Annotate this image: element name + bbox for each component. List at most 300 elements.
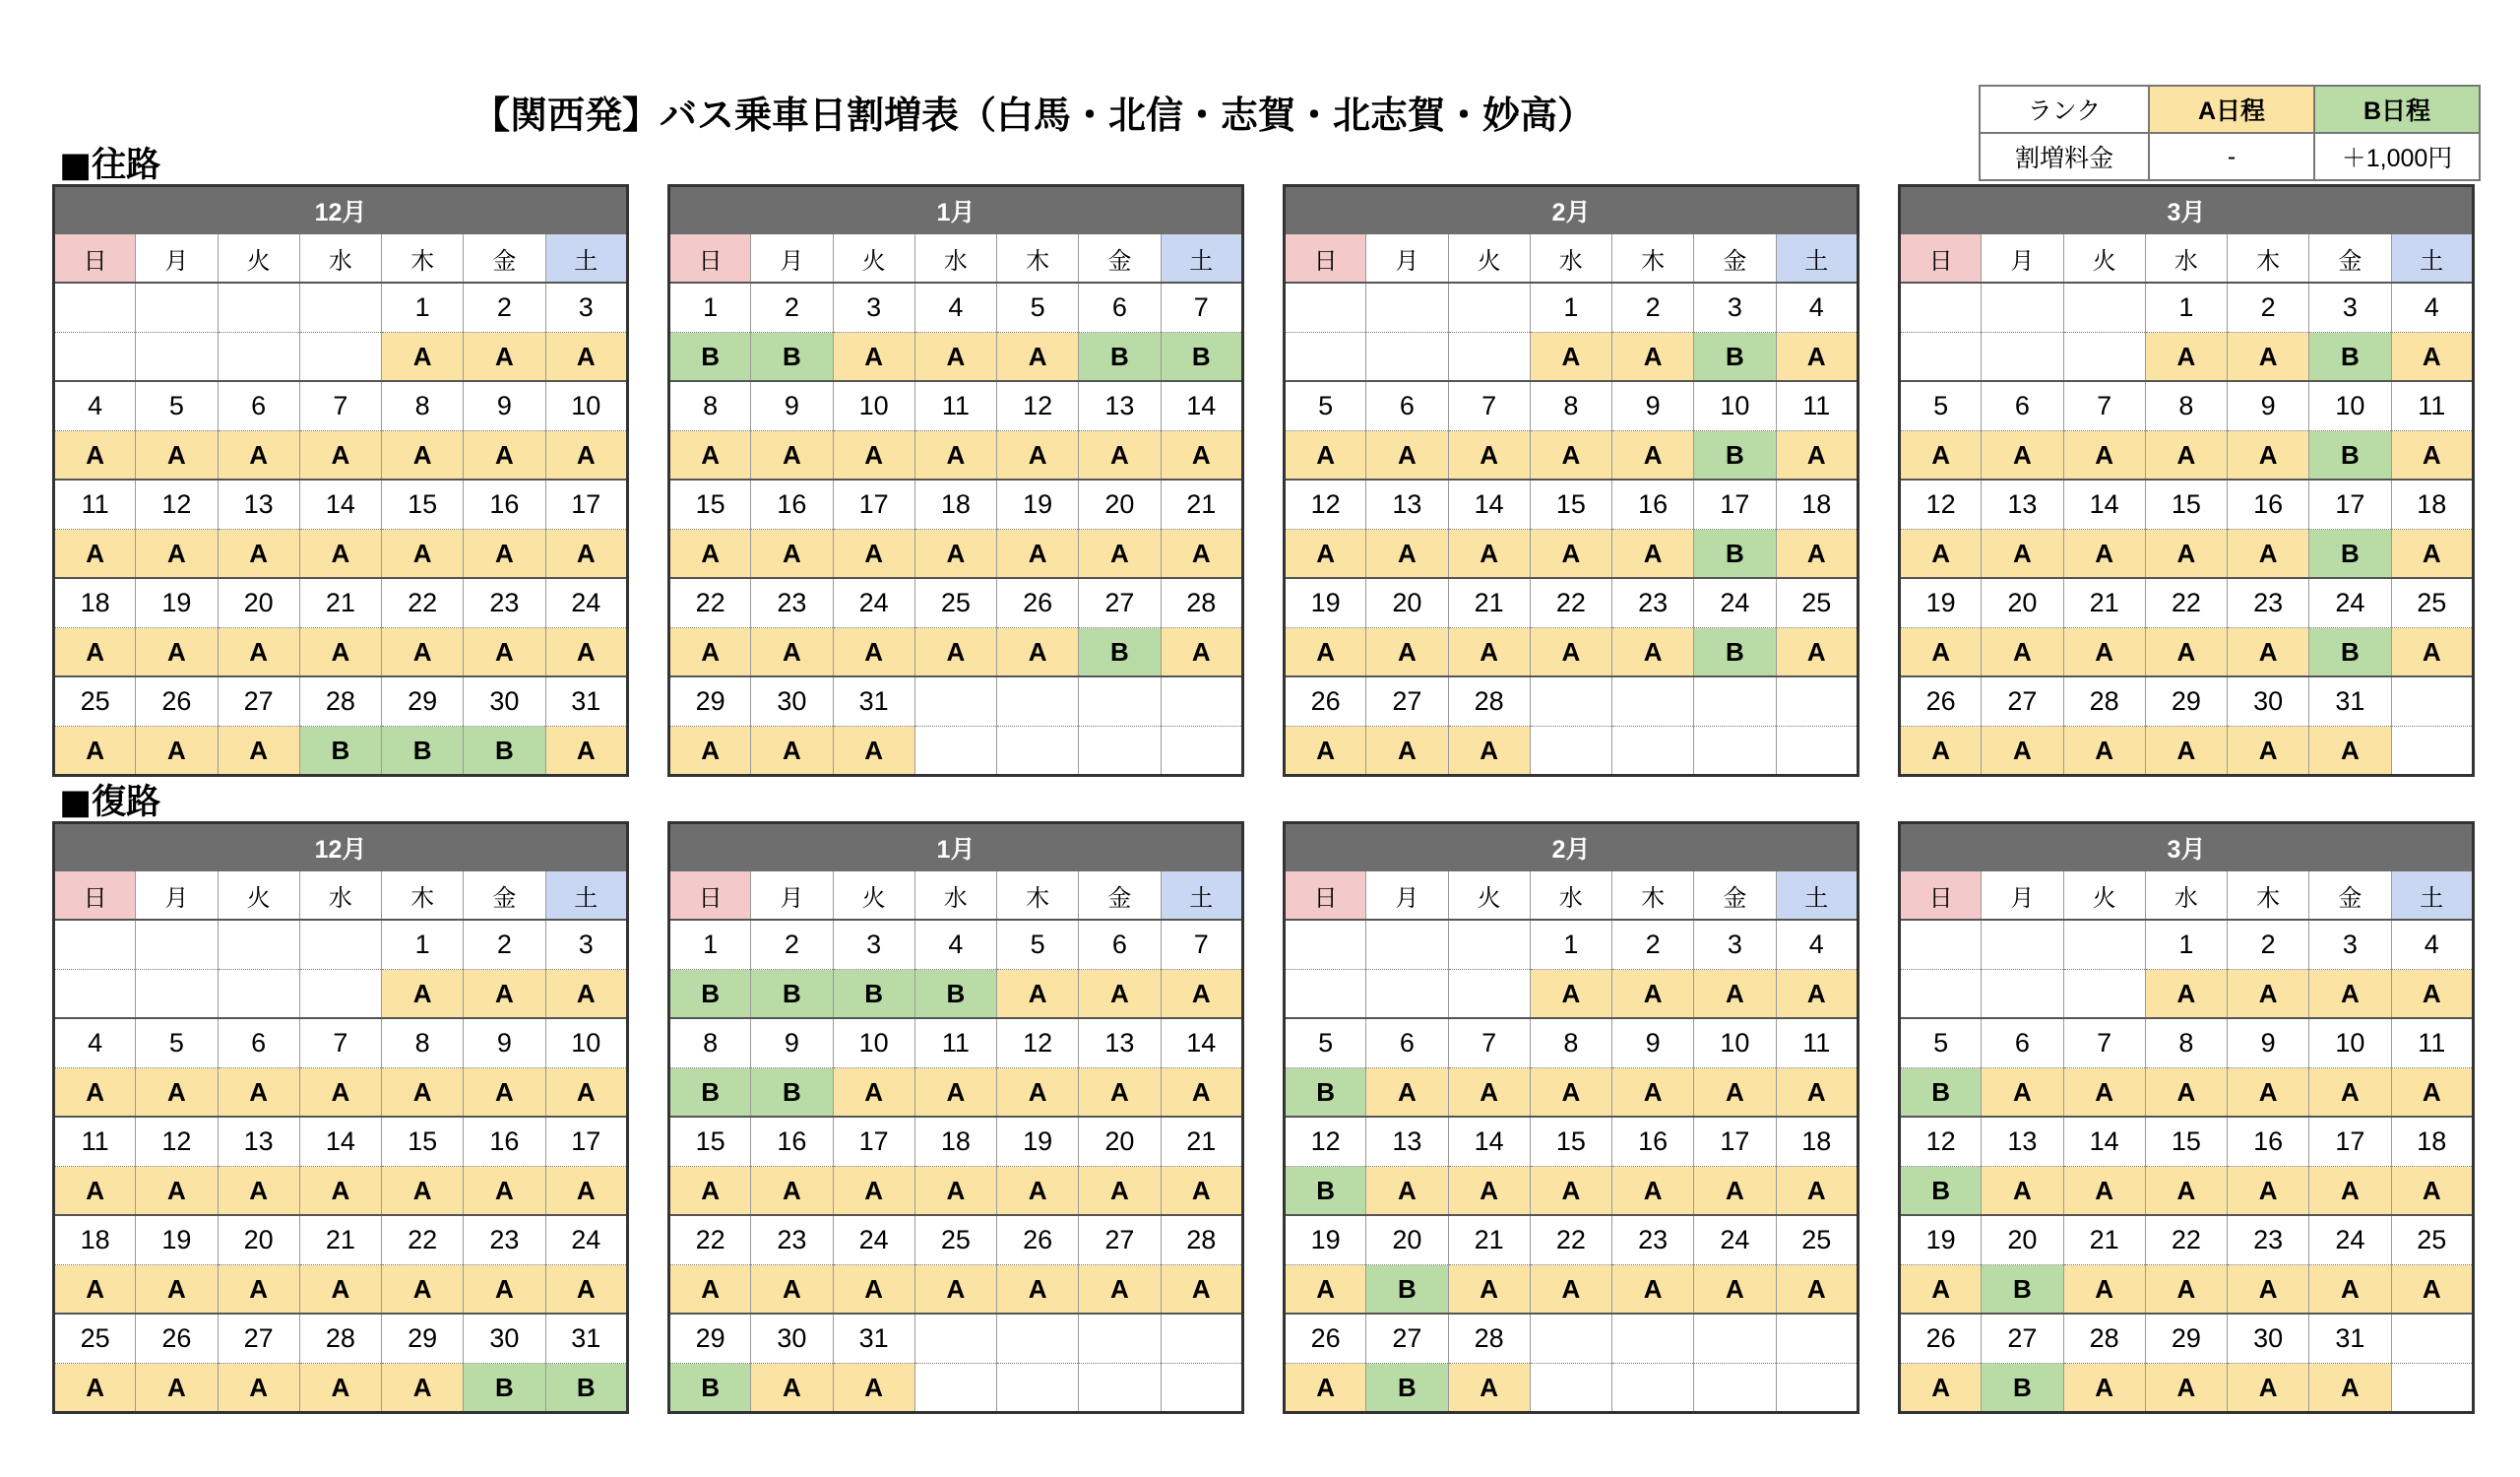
day-number: 26: [997, 1215, 1079, 1265]
day-number: 6: [218, 381, 299, 431]
day-rank: A: [1079, 1068, 1161, 1118]
weekday-header: 土: [1161, 871, 1243, 920]
day-number: 6: [1982, 381, 2063, 431]
return-calendar-3: [1283, 821, 1859, 1414]
day-number: 19: [1285, 578, 1366, 628]
day-number: 2: [2228, 283, 2309, 333]
day-number: 18: [914, 1117, 996, 1167]
day-rank: B: [1900, 1167, 1982, 1216]
day-rank: A: [1776, 431, 1858, 481]
day-rank: A: [1161, 431, 1243, 481]
empty-cell: [54, 920, 136, 970]
empty-cell: [1079, 1314, 1161, 1364]
day-rank: A: [2391, 1068, 2474, 1118]
day-rank: A: [1366, 530, 1448, 579]
day-rank: A: [2309, 970, 2391, 1019]
day-number: 18: [1776, 1117, 1858, 1167]
day-number: 5: [1285, 381, 1366, 431]
day-number: 28: [1448, 1314, 1530, 1364]
day-rank: A: [1776, 1167, 1858, 1216]
day-number: 4: [1776, 920, 1858, 970]
empty-cell: [997, 1314, 1079, 1364]
empty-cell: [299, 283, 381, 333]
empty-cell: [136, 970, 218, 1019]
empty-cell: [2063, 970, 2145, 1019]
day-number: 3: [2309, 920, 2391, 970]
day-rank: A: [2145, 1265, 2227, 1315]
day-number: 1: [2145, 920, 2227, 970]
day-rank: A: [669, 1167, 751, 1216]
weekday-header: 金: [2309, 234, 2391, 283]
day-rank: A: [54, 1265, 136, 1315]
day-number: 14: [2063, 1117, 2145, 1167]
day-rank: A: [382, 1167, 464, 1216]
day-rank: A: [833, 1364, 914, 1413]
day-rank: A: [299, 1364, 381, 1413]
weekday-header: 土: [545, 871, 628, 920]
day-rank: A: [1530, 431, 1611, 481]
day-rank: A: [2145, 431, 2227, 481]
day-number: 12: [1900, 1117, 1982, 1167]
day-rank: A: [382, 431, 464, 481]
day-rank: A: [1366, 727, 1448, 776]
day-number: 7: [299, 381, 381, 431]
day-rank: A: [2228, 727, 2309, 776]
day-number: 15: [382, 1117, 464, 1167]
day-rank: A: [2391, 1167, 2474, 1216]
empty-cell: [914, 727, 996, 776]
outbound-calendar-3: [1283, 184, 1859, 777]
day-rank: A: [1612, 1265, 1694, 1315]
day-rank: A: [2145, 1167, 2227, 1216]
day-rank: A: [833, 431, 914, 481]
day-rank: A: [1530, 1068, 1611, 1118]
day-rank: B: [669, 1364, 751, 1413]
day-rank: A: [464, 1167, 545, 1216]
day-number: 10: [1694, 1018, 1776, 1068]
day-rank: B: [1366, 1265, 1448, 1315]
day-rank: A: [2063, 530, 2145, 579]
weekday-header: 火: [1448, 871, 1530, 920]
day-number: 14: [1448, 1117, 1530, 1167]
day-number: 9: [2228, 381, 2309, 431]
weekday-header: 水: [299, 871, 381, 920]
day-number: 27: [1366, 1314, 1448, 1364]
day-rank: A: [1448, 530, 1530, 579]
day-rank: A: [1530, 333, 1611, 382]
weekday-header: 日: [1900, 871, 1982, 920]
day-rank: A: [218, 431, 299, 481]
day-rank: A: [2309, 1068, 2391, 1118]
day-number: 23: [464, 1215, 545, 1265]
day-rank: B: [2309, 333, 2391, 382]
day-number: 7: [1448, 1018, 1530, 1068]
day-rank: A: [914, 628, 996, 677]
empty-cell: [2063, 333, 2145, 382]
day-rank: B: [1366, 1364, 1448, 1413]
empty-cell: [1366, 283, 1448, 333]
day-rank: A: [1079, 530, 1161, 579]
day-number: 8: [2145, 1018, 2227, 1068]
day-rank: A: [382, 970, 464, 1019]
day-number: 23: [1612, 1215, 1694, 1265]
empty-cell: [2391, 1314, 2474, 1364]
outbound-calendar-2: [667, 184, 1244, 777]
day-rank: A: [54, 1068, 136, 1118]
day-number: 28: [2063, 676, 2145, 727]
day-rank: B: [1285, 1167, 1366, 1216]
empty-cell: [299, 333, 381, 382]
day-number: 14: [1161, 381, 1243, 431]
day-number: 11: [914, 381, 996, 431]
weekday-header: 土: [1776, 234, 1858, 283]
day-number: 16: [751, 480, 833, 530]
day-rank: A: [1612, 970, 1694, 1019]
weekday-header: 木: [382, 234, 464, 283]
empty-cell: [914, 1364, 996, 1413]
empty-cell: [1694, 727, 1776, 776]
day-rank: A: [2391, 1265, 2474, 1315]
month-header: 12月: [54, 186, 628, 235]
day-number: 10: [833, 1018, 914, 1068]
day-rank: A: [1612, 628, 1694, 677]
day-rank: A: [1982, 530, 2063, 579]
rank-header-b: B日程: [2314, 86, 2480, 133]
day-number: 15: [669, 1117, 751, 1167]
empty-cell: [1161, 1364, 1243, 1413]
empty-cell: [1079, 1364, 1161, 1413]
day-number: 18: [54, 1215, 136, 1265]
day-rank: A: [1900, 628, 1982, 677]
day-number: 1: [669, 920, 751, 970]
day-number: 17: [833, 1117, 914, 1167]
day-rank: A: [299, 1167, 381, 1216]
weekday-header: 木: [2228, 871, 2309, 920]
day-number: 28: [1161, 1215, 1243, 1265]
weekday-header: 日: [54, 871, 136, 920]
day-rank: A: [1161, 1068, 1243, 1118]
day-number: 2: [464, 283, 545, 333]
day-rank: A: [464, 628, 545, 677]
empty-cell: [1982, 920, 2063, 970]
day-number: 30: [751, 676, 833, 727]
day-number: 4: [1776, 283, 1858, 333]
day-number: 16: [1612, 480, 1694, 530]
day-rank: A: [833, 727, 914, 776]
weekday-header: 日: [669, 871, 751, 920]
day-rank: A: [1900, 727, 1982, 776]
rank-header-a: A日程: [2149, 86, 2314, 133]
day-rank: A: [751, 1364, 833, 1413]
day-rank: B: [1161, 333, 1243, 382]
day-number: 27: [1366, 676, 1448, 727]
weekday-header: 月: [1982, 871, 2063, 920]
day-rank: A: [1285, 431, 1366, 481]
empty-cell: [1285, 920, 1366, 970]
day-rank: A: [136, 727, 218, 776]
day-rank: A: [1079, 970, 1161, 1019]
day-rank: A: [833, 333, 914, 382]
day-rank: B: [669, 1068, 751, 1118]
day-number: 13: [1079, 381, 1161, 431]
day-number: 23: [751, 578, 833, 628]
day-rank: A: [1448, 1265, 1530, 1315]
day-number: 9: [464, 1018, 545, 1068]
weekday-header: 日: [1900, 234, 1982, 283]
day-rank: A: [1612, 1167, 1694, 1216]
day-number: 27: [218, 676, 299, 727]
day-number: 30: [2228, 1314, 2309, 1364]
empty-cell: [54, 333, 136, 382]
day-rank: A: [2145, 530, 2227, 579]
day-rank: A: [997, 628, 1079, 677]
day-number: 24: [1694, 578, 1776, 628]
day-number: 21: [1448, 1215, 1530, 1265]
day-number: 1: [382, 283, 464, 333]
day-number: 1: [382, 920, 464, 970]
empty-cell: [1776, 1314, 1858, 1364]
day-rank: A: [1982, 1167, 2063, 1216]
day-number: 11: [54, 1117, 136, 1167]
day-number: 4: [2391, 920, 2474, 970]
day-number: 19: [997, 1117, 1079, 1167]
day-rank: A: [2145, 727, 2227, 776]
day-number: 25: [2391, 578, 2474, 628]
day-rank: A: [1161, 1167, 1243, 1216]
day-rank: A: [299, 431, 381, 481]
day-rank: A: [1285, 1265, 1366, 1315]
day-rank: B: [751, 970, 833, 1019]
weekday-header: 木: [1612, 234, 1694, 283]
day-rank: A: [382, 530, 464, 579]
day-number: 17: [545, 1117, 628, 1167]
return-section-title: ■復路: [59, 783, 161, 822]
day-rank: A: [1366, 1068, 1448, 1118]
weekday-header: 木: [997, 871, 1079, 920]
day-rank: B: [464, 727, 545, 776]
day-rank: B: [833, 970, 914, 1019]
day-rank: A: [914, 1068, 996, 1118]
day-number: 2: [1612, 920, 1694, 970]
weekday-header: 土: [545, 234, 628, 283]
empty-cell: [1982, 283, 2063, 333]
day-rank: A: [218, 628, 299, 677]
empty-cell: [997, 676, 1079, 727]
day-number: 3: [545, 283, 628, 333]
day-rank: B: [1982, 1364, 2063, 1413]
day-number: 17: [2309, 1117, 2391, 1167]
day-number: 12: [1285, 1117, 1366, 1167]
day-rank: A: [751, 628, 833, 677]
day-number: 21: [299, 578, 381, 628]
empty-cell: [1079, 727, 1161, 776]
day-number: 15: [382, 480, 464, 530]
day-number: 23: [464, 578, 545, 628]
weekday-header: 日: [1285, 234, 1366, 283]
day-rank: A: [1448, 1167, 1530, 1216]
day-number: 23: [2228, 1215, 2309, 1265]
day-rank: A: [1366, 628, 1448, 677]
day-number: 21: [2063, 1215, 2145, 1265]
day-rank: A: [54, 1167, 136, 1216]
empty-cell: [1161, 1314, 1243, 1364]
day-number: 3: [545, 920, 628, 970]
day-rank: A: [1982, 628, 2063, 677]
day-number: 31: [2309, 676, 2391, 727]
day-rank: A: [669, 727, 751, 776]
empty-cell: [1161, 676, 1243, 727]
day-rank: A: [997, 1068, 1079, 1118]
day-number: 20: [1982, 578, 2063, 628]
day-rank: A: [997, 530, 1079, 579]
day-number: 27: [218, 1314, 299, 1364]
empty-cell: [2063, 283, 2145, 333]
weekday-header: 土: [2391, 234, 2474, 283]
day-number: 24: [1694, 1215, 1776, 1265]
day-rank: A: [1448, 628, 1530, 677]
day-number: 21: [1161, 1117, 1243, 1167]
day-rank: A: [2063, 628, 2145, 677]
day-number: 28: [1448, 676, 1530, 727]
day-rank: A: [833, 1068, 914, 1118]
return-calendar-4: [1898, 821, 2475, 1414]
day-rank: A: [2309, 727, 2391, 776]
day-rank: B: [1694, 431, 1776, 481]
day-number: 2: [1612, 283, 1694, 333]
empty-cell: [1285, 283, 1366, 333]
day-rank: A: [1285, 727, 1366, 776]
day-rank: A: [136, 1167, 218, 1216]
day-rank: B: [1079, 628, 1161, 677]
day-rank: A: [1530, 970, 1611, 1019]
empty-cell: [299, 970, 381, 1019]
empty-cell: [1530, 676, 1611, 727]
day-rank: A: [2063, 431, 2145, 481]
day-rank: A: [833, 1265, 914, 1315]
day-number: 26: [997, 578, 1079, 628]
month-header: 2月: [1285, 823, 1858, 872]
day-rank: A: [382, 333, 464, 382]
day-number: 4: [2391, 283, 2474, 333]
day-rank: B: [669, 333, 751, 382]
day-number: 11: [914, 1018, 996, 1068]
day-number: 19: [1285, 1215, 1366, 1265]
empty-cell: [1900, 970, 1982, 1019]
day-number: 24: [545, 1215, 628, 1265]
month-header: 3月: [1900, 823, 2474, 872]
empty-cell: [1530, 727, 1611, 776]
empty-cell: [1612, 1364, 1694, 1413]
day-rank: A: [1530, 1167, 1611, 1216]
day-rank: A: [218, 1167, 299, 1216]
day-number: 3: [1694, 920, 1776, 970]
day-rank: A: [545, 970, 628, 1019]
day-number: 7: [299, 1018, 381, 1068]
day-number: 25: [1776, 1215, 1858, 1265]
empty-cell: [1776, 1364, 1858, 1413]
day-number: 20: [1366, 1215, 1448, 1265]
day-rank: A: [464, 530, 545, 579]
day-rank: A: [2309, 1364, 2391, 1413]
empty-cell: [1448, 283, 1530, 333]
day-number: 24: [833, 1215, 914, 1265]
day-number: 18: [1776, 480, 1858, 530]
day-rank: A: [299, 628, 381, 677]
day-rank: A: [2391, 970, 2474, 1019]
day-number: 2: [2228, 920, 2309, 970]
surcharge-rank-table: [1979, 85, 2481, 181]
day-number: 29: [669, 1314, 751, 1364]
weekday-header: 月: [751, 234, 833, 283]
day-rank: A: [1448, 431, 1530, 481]
day-rank: A: [2391, 628, 2474, 677]
empty-cell: [136, 920, 218, 970]
day-number: 13: [1982, 1117, 2063, 1167]
day-rank: A: [545, 1167, 628, 1216]
day-number: 25: [2391, 1215, 2474, 1265]
day-rank: A: [299, 1265, 381, 1315]
day-number: 13: [218, 480, 299, 530]
day-number: 21: [2063, 578, 2145, 628]
day-number: 29: [382, 676, 464, 727]
empty-cell: [1900, 283, 1982, 333]
day-number: 7: [1161, 920, 1243, 970]
weekday-header: 日: [54, 234, 136, 283]
outbound-calendar-1: [52, 184, 629, 777]
day-number: 10: [833, 381, 914, 431]
day-number: 22: [1530, 578, 1611, 628]
day-rank: A: [382, 1068, 464, 1118]
empty-cell: [1694, 676, 1776, 727]
day-number: 10: [545, 381, 628, 431]
day-number: 3: [833, 920, 914, 970]
day-rank: A: [2228, 1167, 2309, 1216]
day-number: 20: [218, 1215, 299, 1265]
weekday-header: 火: [1448, 234, 1530, 283]
day-rank: A: [914, 1265, 996, 1315]
day-rank: A: [2145, 970, 2227, 1019]
empty-cell: [1612, 727, 1694, 776]
day-number: 5: [136, 1018, 218, 1068]
day-rank: A: [669, 530, 751, 579]
day-rank: A: [218, 530, 299, 579]
day-number: 25: [914, 578, 996, 628]
day-number: 5: [997, 283, 1079, 333]
day-number: 5: [1285, 1018, 1366, 1068]
day-number: 15: [669, 480, 751, 530]
day-number: 2: [751, 920, 833, 970]
weekday-header: 水: [2145, 234, 2227, 283]
day-number: 19: [1900, 578, 1982, 628]
day-rank: B: [1285, 1068, 1366, 1118]
day-rank: A: [1079, 431, 1161, 481]
day-number: 24: [833, 578, 914, 628]
day-rank: A: [2228, 333, 2309, 382]
day-number: 29: [669, 676, 751, 727]
day-number: 6: [1079, 283, 1161, 333]
weekday-header: 木: [1612, 871, 1694, 920]
day-rank: A: [1900, 1265, 1982, 1315]
day-rank: A: [2309, 1265, 2391, 1315]
empty-cell: [299, 920, 381, 970]
day-number: 29: [2145, 1314, 2227, 1364]
empty-cell: [2391, 676, 2474, 727]
outbound-calendar-4: [1898, 184, 2475, 777]
day-rank: A: [1448, 1364, 1530, 1413]
day-rank: B: [751, 1068, 833, 1118]
day-rank: A: [2063, 1265, 2145, 1315]
empty-cell: [136, 283, 218, 333]
